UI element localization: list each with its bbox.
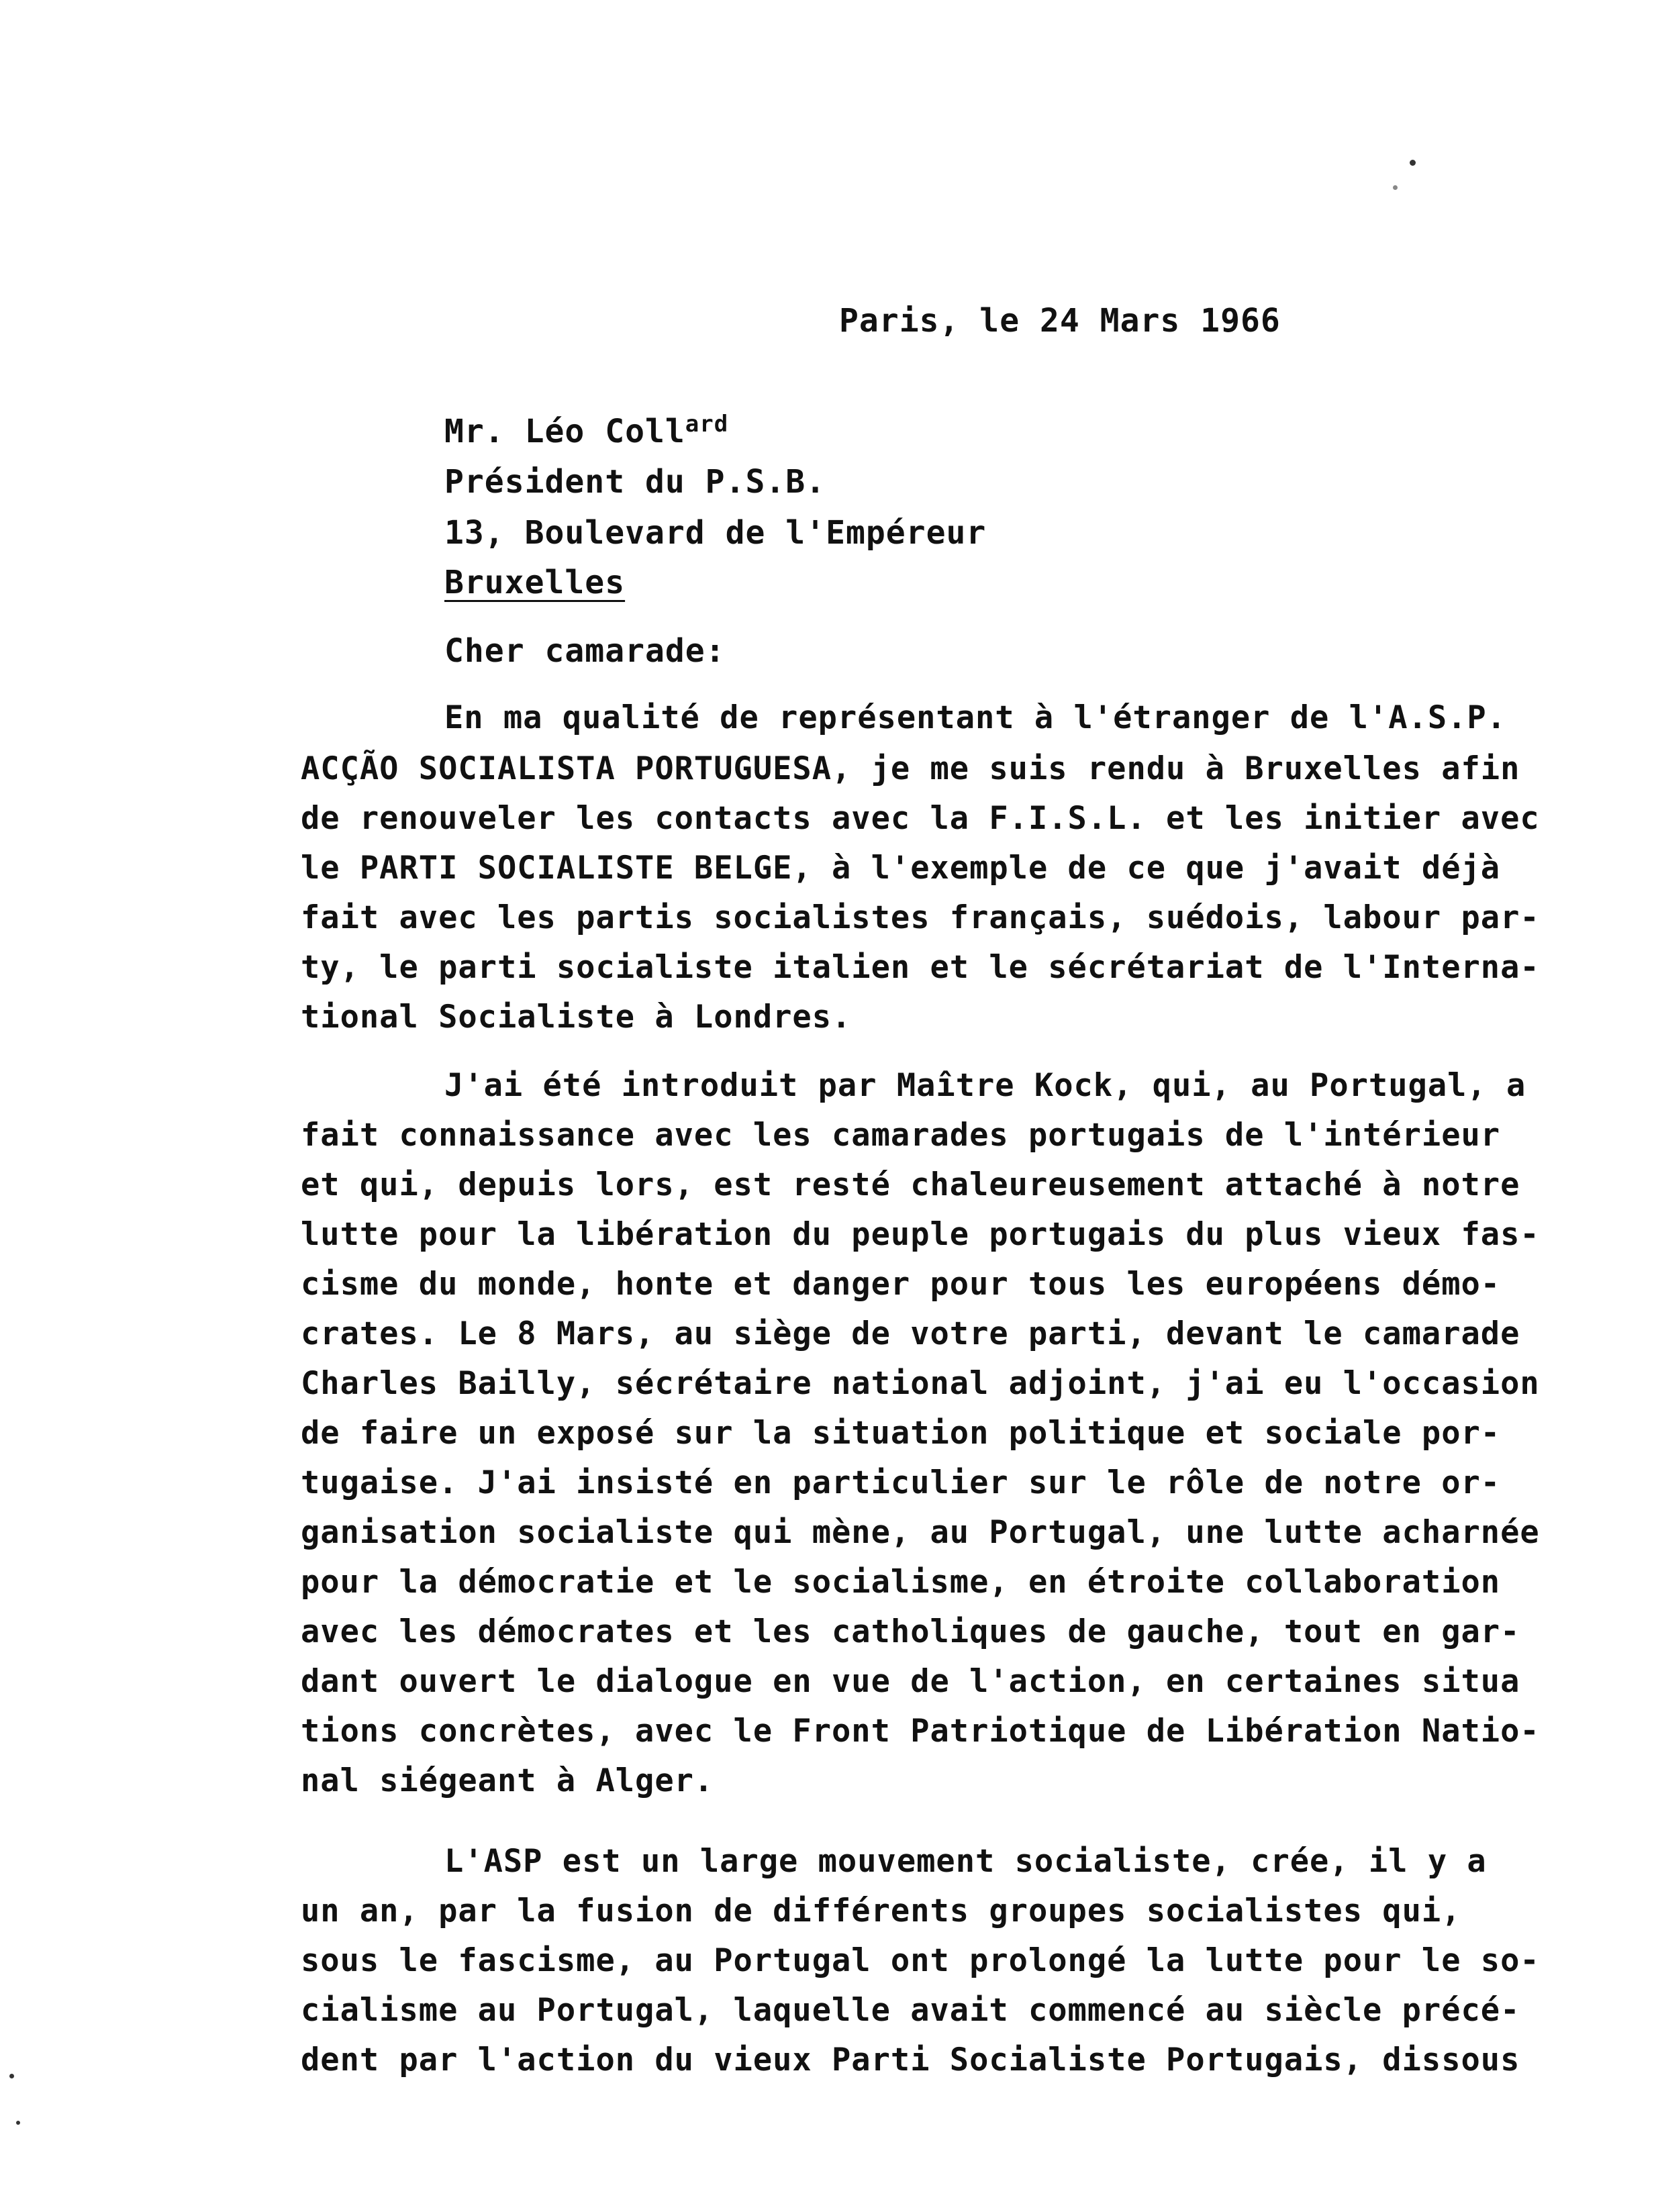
- body-line: tions concrètes, avec le Front Patriotique de Libération Natio-: [301, 1713, 1540, 1750]
- addressee-title: Président du P.S.B.: [444, 463, 826, 501]
- body-line: fait connaissance avec les camarades portugais de l'intérieur: [301, 1117, 1501, 1154]
- body-line: J'ai été introduit par Maître Kock, qui, au Portugal, a: [444, 1067, 1526, 1104]
- body-line: avec les démocrates et les catholiques de gauche, tout en gar-: [301, 1613, 1520, 1650]
- body-line: ACÇÃO SOCIALISTA PORTUGUESA, je me suis rendu à Bruxelles afin: [301, 750, 1520, 787]
- body-line: de faire un exposé sur la situation politique et sociale por-: [301, 1415, 1501, 1452]
- salutation: Cher camarade:: [444, 632, 726, 670]
- body-line: un an, par la fusion de différents groupes socialistes qui,: [301, 1893, 1461, 1929]
- body-line: Charles Bailly, sécrétaire national adjoint, j'ai eu l'occasion: [301, 1365, 1540, 1402]
- body-line: lutte pour la libération du peuple portugais du plus vieux fas-: [301, 1216, 1540, 1253]
- body-line: ty, le parti socialiste italien et le sécrétariat de l'Interna-: [301, 949, 1540, 986]
- body-line: dant ouvert le dialogue en vue de l'action, en certaines situa: [301, 1663, 1520, 1700]
- body-line: cisme du monde, honte et danger pour tous les européens démo-: [301, 1266, 1501, 1303]
- body-line: dent par l'action du vieux Parti Socialiste Portugais, dissous: [301, 2042, 1520, 2078]
- body-line: sous le fascisme, au Portugal ont prolongé la lutte pour le so-: [301, 1942, 1540, 1979]
- body-line: de renouveler les contacts avec la F.I.S.L. et les initier avec: [301, 800, 1540, 837]
- addressee-name: Mr. Léo Coll$^{ard}$: [444, 411, 729, 450]
- body-line: tional Socialiste à Londres.: [301, 999, 852, 1036]
- scan-speck: [16, 2121, 20, 2125]
- body-line: ganisation socialiste qui mène, au Portugal, une lutte acharnée: [301, 1514, 1540, 1551]
- body-line: le PARTI SOCIALISTE BELGE, à l'exemple de ce que j'avait déjà: [301, 850, 1501, 887]
- body-line: L'ASP est un large mouvement socialiste, crée, il y a: [444, 1843, 1487, 1880]
- body-line: tugaise. J'ai insisté en particulier sur le rôle de notre or-: [301, 1464, 1501, 1501]
- body-line: nal siégeant à Alger.: [301, 1762, 714, 1799]
- addressee-city: Bruxelles: [444, 564, 626, 601]
- addressee-street: 13, Boulevard de l'Empéreur: [444, 514, 987, 552]
- scan-speck: [9, 2074, 14, 2078]
- body-line: En ma qualité de représentant à l'étranger de l'A.S.P.: [444, 699, 1507, 736]
- scan-speck: [1410, 160, 1416, 166]
- handwritten-correction: ard: [685, 411, 729, 438]
- body-line: crates. Le 8 Mars, au siège de votre parti, devant le camarade: [301, 1315, 1520, 1352]
- letter-date: Paris, le 24 Mars 1966: [839, 302, 1281, 340]
- body-line: fait avec les partis socialistes français, suédois, labour par-: [301, 899, 1540, 936]
- body-line: et qui, depuis lors, est resté chaleureusement attaché à notre: [301, 1166, 1520, 1203]
- body-line: pour la démocratie et le socialisme, en étroite collaboration: [301, 1564, 1501, 1601]
- body-line: cialisme au Portugal, laquelle avait commencé au siècle précé-: [301, 1992, 1520, 2029]
- scan-speck: [1393, 185, 1398, 190]
